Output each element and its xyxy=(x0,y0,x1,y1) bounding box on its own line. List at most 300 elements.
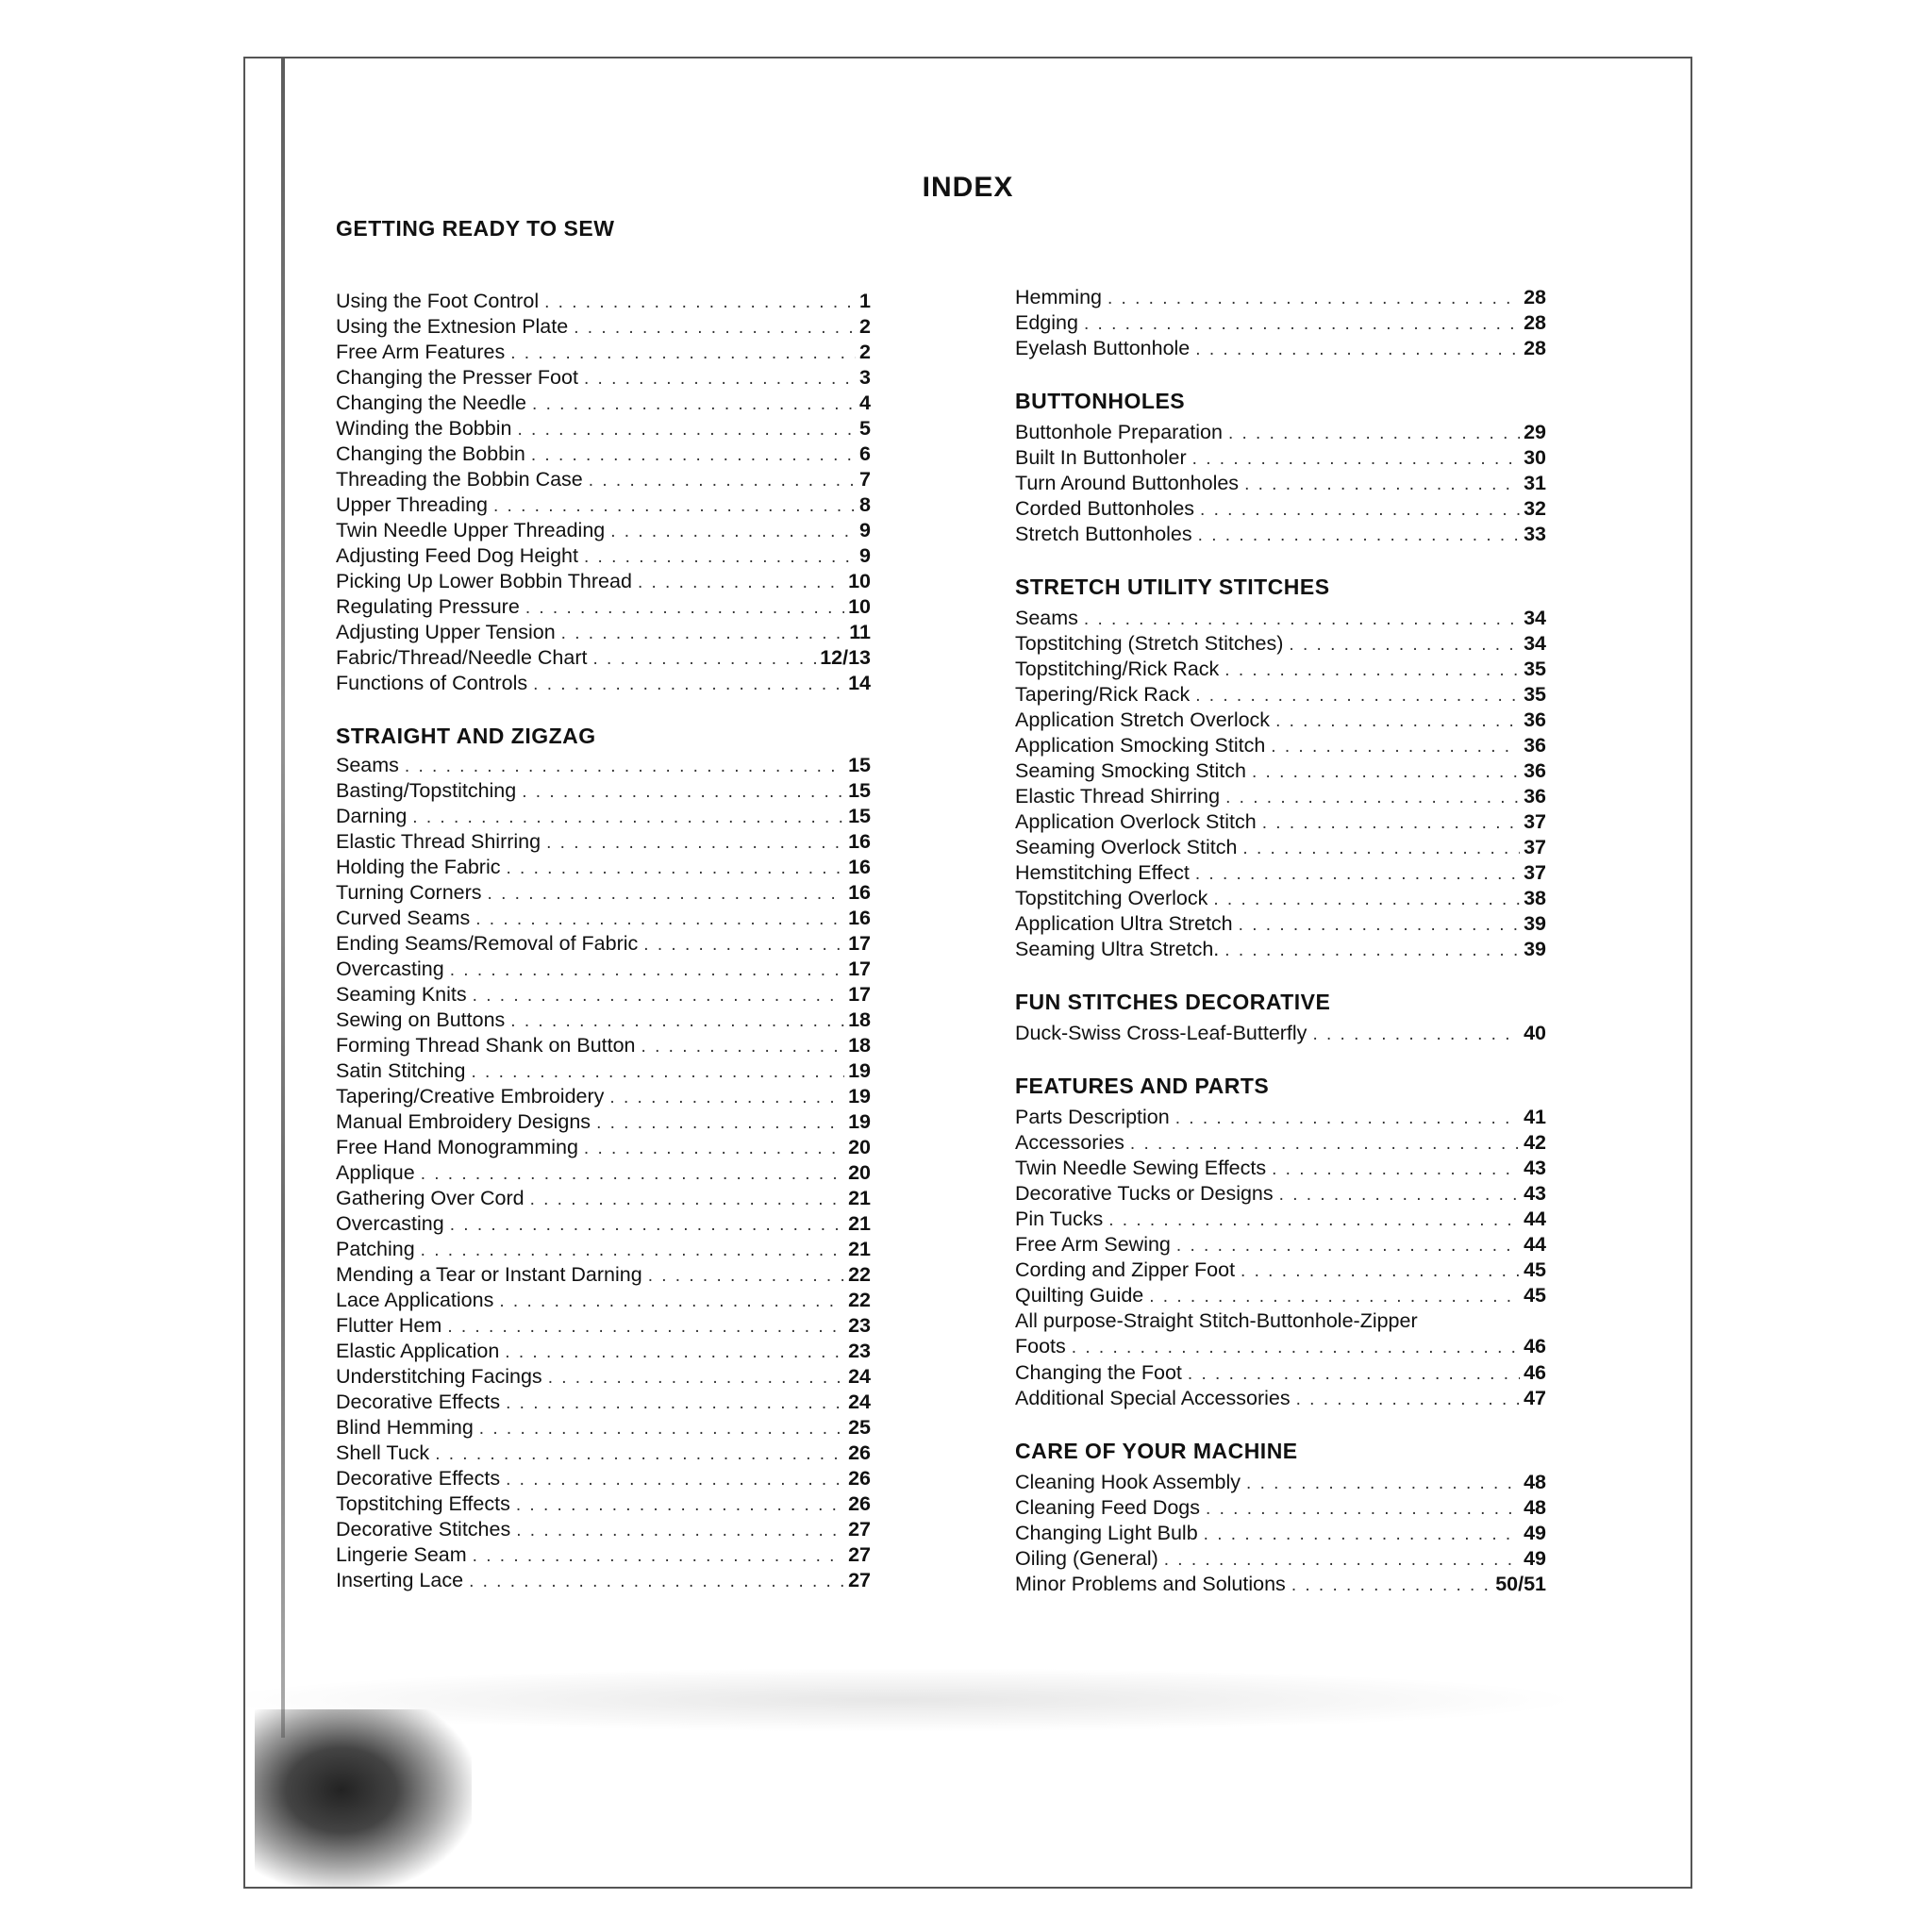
entry-title: Changing the Presser Foot xyxy=(336,366,578,389)
entry-page-number: 15 xyxy=(848,779,871,802)
dot-leader xyxy=(1291,1573,1491,1598)
entry-title: Parts Description xyxy=(1015,1106,1170,1128)
entry-page-number: 49 xyxy=(1524,1522,1546,1544)
entry-list xyxy=(1015,1021,1546,1046)
entry-list xyxy=(336,289,871,696)
entry-page-number: 19 xyxy=(848,1110,871,1133)
dot-leader xyxy=(1246,1471,1520,1496)
dot-leader xyxy=(1224,938,1520,963)
dot-leader xyxy=(1149,1284,1520,1309)
entry-page-number: 16 xyxy=(848,830,871,853)
entry-page-number: 36 xyxy=(1524,785,1546,808)
entry-title: Elastic Thread Shirring xyxy=(336,830,541,853)
scan-smudge xyxy=(255,1709,472,1889)
entry-title: Shell Tuck xyxy=(336,1441,430,1464)
entry-page-number: 17 xyxy=(848,932,871,955)
entry-title: Changing Light Bulb xyxy=(1015,1522,1198,1544)
entry-page-number: 31 xyxy=(1524,472,1546,494)
entry-title: Seams xyxy=(336,754,399,776)
index-entry xyxy=(1015,310,1546,336)
entry-page-number: 39 xyxy=(1524,912,1546,935)
entry-title: Built In Buttonholer xyxy=(1015,446,1187,469)
entry-title: Topstitching Overlock xyxy=(1015,887,1208,909)
index-entry xyxy=(336,314,871,340)
dot-leader xyxy=(471,1059,844,1085)
index-entry xyxy=(1015,911,1546,937)
entry-page-number: 19 xyxy=(848,1059,871,1082)
dot-leader xyxy=(469,1569,844,1594)
entry-page-number: 16 xyxy=(848,856,871,878)
entry-page-number: 20 xyxy=(848,1161,871,1184)
entry-title: Cleaning Feed Dogs xyxy=(1015,1496,1201,1519)
entry-page-number: 40 xyxy=(1524,1022,1546,1044)
dot-leader xyxy=(447,1314,844,1340)
entry-title: Decorative Stitches xyxy=(336,1518,511,1541)
entry-page-number: 2 xyxy=(859,315,871,338)
index-entry xyxy=(1015,336,1546,361)
index-entry xyxy=(1015,1207,1546,1232)
dot-leader xyxy=(531,442,856,468)
index-entry xyxy=(336,855,871,880)
index-entry xyxy=(336,492,871,518)
index-entry xyxy=(1015,733,1546,758)
entry-title: Gathering Over Cord xyxy=(336,1187,525,1209)
entry-page-number: 7 xyxy=(859,468,871,491)
entry-title: Changing the Foot xyxy=(1015,1361,1182,1384)
dot-leader xyxy=(506,856,844,881)
entry-page-number: 37 xyxy=(1524,810,1546,833)
entry-page-number: 46 xyxy=(1524,1361,1546,1384)
dot-leader xyxy=(1084,607,1520,632)
index-entry xyxy=(1015,835,1546,860)
entry-page-number: 8 xyxy=(859,493,871,516)
index-entry xyxy=(336,1109,871,1135)
index-entry xyxy=(336,1415,871,1441)
dot-leader xyxy=(584,366,856,391)
entry-title: Seaming Ultra Stretch. xyxy=(1015,938,1220,960)
entry-page-number: 43 xyxy=(1524,1182,1546,1205)
index-entry xyxy=(336,1390,871,1415)
section-heading: STRETCH UTILITY STITCHES xyxy=(1015,575,1330,599)
entry-title: Lace Applications xyxy=(336,1289,494,1311)
dot-leader xyxy=(561,621,846,646)
right-column xyxy=(1015,285,1546,1597)
dot-leader xyxy=(1228,421,1520,446)
index-entry xyxy=(336,543,871,569)
index-entry xyxy=(336,1058,871,1084)
index-entry xyxy=(1015,1546,1546,1572)
index-entry xyxy=(1015,657,1546,682)
dot-leader xyxy=(1213,887,1520,912)
index-entry xyxy=(336,518,871,543)
entry-page-number: 17 xyxy=(848,983,871,1006)
index-entry xyxy=(1015,682,1546,708)
dot-leader xyxy=(532,391,856,417)
dot-leader xyxy=(412,805,844,830)
dot-leader xyxy=(405,754,844,779)
index-entry xyxy=(336,620,871,645)
entry-title: Regulating Pressure xyxy=(336,595,520,618)
dot-leader xyxy=(1272,1157,1520,1182)
entry-page-number: 17 xyxy=(848,958,871,980)
dot-leader xyxy=(638,570,844,595)
index-entry xyxy=(1015,1257,1546,1283)
index-entry xyxy=(336,1211,871,1237)
dot-leader xyxy=(1275,708,1520,734)
dot-leader xyxy=(584,1136,844,1161)
entry-title: Understitching Facings xyxy=(336,1365,542,1388)
entry-page-number: 32 xyxy=(1524,497,1546,520)
entry-page-number: 2 xyxy=(859,341,871,363)
entry-title: Edging xyxy=(1015,311,1078,334)
entry-title-line1: All purpose-Straight Stitch-Buttonhole-Zipper xyxy=(1015,1309,1418,1332)
entry-page-number: 42 xyxy=(1524,1131,1546,1154)
scan-binding-edge xyxy=(281,58,285,1738)
entry-page-number: 18 xyxy=(848,1034,871,1057)
entry-title: Topstitching/Rick Rack xyxy=(1015,658,1220,680)
entry-title: Decorative Tucks or Designs xyxy=(1015,1182,1274,1205)
entry-page-number: 26 xyxy=(848,1492,871,1515)
dot-leader xyxy=(1262,810,1520,836)
entry-page-number: 26 xyxy=(848,1467,871,1490)
index-entry xyxy=(1015,886,1546,911)
entry-title: Satin Stitching xyxy=(336,1059,466,1082)
dot-leader xyxy=(1225,785,1520,810)
index-entry xyxy=(336,906,871,931)
entry-page-number: 35 xyxy=(1524,683,1546,706)
dot-leader xyxy=(592,646,816,672)
index-entry xyxy=(336,1008,871,1033)
dot-leader xyxy=(475,907,844,932)
entry-title: Patching xyxy=(336,1238,415,1260)
index-entry xyxy=(1015,1495,1546,1521)
index-entry xyxy=(336,645,871,671)
entry-title: Adjusting Feed Dog Height xyxy=(336,544,578,567)
index-entry xyxy=(336,778,871,804)
dot-leader xyxy=(1195,337,1520,362)
index-entry xyxy=(1015,1386,1546,1411)
entry-title: Topstitching (Stretch Stitches) xyxy=(1015,632,1284,655)
section-heading: FEATURES AND PARTS xyxy=(1015,1074,1270,1098)
entry-title: Hemming xyxy=(1015,286,1102,308)
index-entry xyxy=(1015,1283,1546,1308)
index-entry xyxy=(1015,1521,1546,1546)
entry-title: Seaming Overlock Stitch xyxy=(1015,836,1238,858)
entry-title: Darning xyxy=(336,805,408,827)
entry-title: Fabric/Thread/Needle Chart xyxy=(336,646,588,669)
entry-page-number: 37 xyxy=(1524,836,1546,858)
entry-title: Using the Foot Control xyxy=(336,290,540,312)
entry-page-number: 22 xyxy=(848,1289,871,1311)
dot-leader xyxy=(1072,1335,1520,1360)
entry-page-number: 23 xyxy=(848,1314,871,1337)
dot-leader xyxy=(544,290,856,315)
index-entry xyxy=(336,594,871,620)
dot-leader xyxy=(1108,1208,1520,1233)
index-entry xyxy=(1015,809,1546,835)
entry-list xyxy=(1015,1105,1546,1411)
index-entry xyxy=(336,982,871,1008)
dot-leader xyxy=(450,1212,844,1238)
dot-leader xyxy=(488,881,845,907)
index-entry xyxy=(336,1160,871,1186)
entry-page-number: 29 xyxy=(1524,421,1546,443)
entry-list xyxy=(1015,1470,1546,1597)
index-entry xyxy=(1015,708,1546,733)
entry-title: Additional Special Accessories xyxy=(1015,1387,1291,1409)
entry-page-number: 28 xyxy=(1524,311,1546,334)
entry-page-number: 24 xyxy=(848,1365,871,1388)
entry-title: Overcasting xyxy=(336,1212,444,1235)
dot-leader xyxy=(1188,1361,1520,1387)
dot-leader xyxy=(1239,912,1520,938)
index-entry xyxy=(336,753,871,778)
index-entry xyxy=(336,1084,871,1109)
index-entry xyxy=(336,1135,871,1160)
dot-leader xyxy=(609,1085,844,1110)
entry-title: Changing the Bobbin xyxy=(336,442,525,465)
index-entry xyxy=(1015,1105,1546,1130)
entry-page-number: 44 xyxy=(1524,1208,1546,1230)
entry-title: Twin Needle Sewing Effects xyxy=(1015,1157,1267,1179)
entry-list xyxy=(1015,285,1546,361)
index-entry xyxy=(336,1313,871,1339)
index-entry xyxy=(336,1466,871,1491)
dot-leader xyxy=(510,341,856,366)
entry-title: Holding the Fabric xyxy=(336,856,501,878)
index-entry xyxy=(1015,937,1546,962)
entry-title: Minor Problems and Solutions xyxy=(1015,1573,1286,1595)
index-entry xyxy=(336,1262,871,1288)
index-entry xyxy=(336,569,871,594)
entry-title: Lingerie Seam xyxy=(336,1543,467,1566)
entry-title: Seaming Knits xyxy=(336,983,467,1006)
entry-page-number: 16 xyxy=(848,907,871,929)
index-entry xyxy=(1015,860,1546,886)
entry-title: Turn Around Buttonholes xyxy=(1015,472,1240,494)
entry-list xyxy=(1015,606,1546,962)
entry-title: Winding the Bobbin xyxy=(336,417,512,440)
entry-page-number: 24 xyxy=(848,1391,871,1413)
entry-title: Free Arm Features xyxy=(336,341,506,363)
index-entry xyxy=(1015,420,1546,445)
index-entry xyxy=(336,1186,871,1211)
dot-leader xyxy=(533,672,844,697)
dot-leader xyxy=(548,1365,844,1391)
entry-title: Elastic Application xyxy=(336,1340,500,1362)
dot-leader xyxy=(479,1416,844,1441)
dot-leader xyxy=(574,315,856,341)
index-entry xyxy=(1015,285,1546,310)
entry-title: Mending a Tear or Instant Darning xyxy=(336,1263,642,1286)
entry-page-number: 21 xyxy=(848,1238,871,1260)
index-entry xyxy=(1015,1181,1546,1207)
dot-leader xyxy=(648,1263,844,1289)
index-entry xyxy=(1015,631,1546,657)
index-entry xyxy=(336,804,871,829)
entry-page-number: 26 xyxy=(848,1441,871,1464)
entry-list xyxy=(336,753,871,1593)
section-heading: CARE OF YOUR MACHINE xyxy=(1015,1439,1298,1463)
entry-page-number: 50/51 xyxy=(1495,1573,1546,1595)
dot-leader xyxy=(493,493,856,519)
index-entry xyxy=(336,829,871,855)
index-entry xyxy=(1015,758,1546,784)
dot-leader xyxy=(1206,1496,1520,1522)
index-entry xyxy=(1015,784,1546,809)
index-entry xyxy=(1015,606,1546,631)
dot-leader xyxy=(499,1289,844,1314)
dot-leader xyxy=(1164,1547,1520,1573)
entry-title: Ending Seams/Removal of Fabric xyxy=(336,932,639,955)
entry-title: Elastic Thread Shirring xyxy=(1015,785,1221,808)
dot-leader xyxy=(1176,1233,1520,1258)
entry-page-number: 46 xyxy=(1524,1335,1546,1357)
entry-title: Corded Buttonholes xyxy=(1015,497,1195,520)
entry-title: Duck-Swiss Cross-Leaf-Butterfly xyxy=(1015,1022,1307,1044)
entry-page-number: 43 xyxy=(1524,1157,1546,1179)
dot-leader xyxy=(473,983,844,1008)
entry-page-number: 49 xyxy=(1524,1547,1546,1570)
index-entry xyxy=(336,467,871,492)
index-entry xyxy=(336,1237,871,1262)
dot-leader xyxy=(1289,632,1520,658)
index-entry xyxy=(336,957,871,982)
entry-page-number: 1 xyxy=(859,290,871,312)
entry-title: Seams xyxy=(1015,607,1078,629)
index-entry xyxy=(1015,1470,1546,1495)
index-entry xyxy=(336,340,871,365)
dot-leader xyxy=(1242,836,1520,861)
entry-title: Hemstitching Effect xyxy=(1015,861,1190,884)
dot-leader xyxy=(505,1340,844,1365)
entry-page-number: 16 xyxy=(848,881,871,904)
entry-page-number: 15 xyxy=(848,805,871,827)
entry-page-number: 5 xyxy=(859,417,871,440)
entry-title: Decorative Effects xyxy=(336,1467,501,1490)
dot-leader xyxy=(1195,861,1520,887)
entry-page-number: 9 xyxy=(859,519,871,541)
entry-title: Tapering/Rick Rack xyxy=(1015,683,1191,706)
entry-title-line2 xyxy=(1015,1334,1546,1360)
entry-title: Application Ultra Stretch xyxy=(1015,912,1233,935)
entry-title: Twin Needle Upper Threading xyxy=(336,519,606,541)
entry-title: Eyelash Buttonhole xyxy=(1015,337,1191,359)
entry-page-number: 4 xyxy=(859,391,871,414)
entry-page-number: 47 xyxy=(1524,1387,1546,1409)
dot-leader xyxy=(1200,497,1520,523)
page-title: INDEX xyxy=(922,172,1014,203)
dot-leader xyxy=(1279,1182,1520,1208)
entry-page-number: 48 xyxy=(1524,1471,1546,1493)
entry-page-number: 10 xyxy=(848,570,871,592)
entry-title: Free Arm Sewing xyxy=(1015,1233,1171,1256)
index-entry xyxy=(336,1288,871,1313)
entry-page-number: 23 xyxy=(848,1340,871,1362)
entry-title: Functions of Controls xyxy=(336,672,528,694)
entry-page-number: 19 xyxy=(848,1085,871,1108)
index-entry xyxy=(336,1033,871,1058)
entry-title: Upper Threading xyxy=(336,493,488,516)
entry-title: Flutter Hem xyxy=(336,1314,442,1337)
dot-leader xyxy=(584,544,856,570)
dot-leader xyxy=(641,1034,845,1059)
entry-page-number: 48 xyxy=(1524,1496,1546,1519)
section-heading: FUN STITCHES DECORATIVE xyxy=(1015,990,1331,1014)
index-entry xyxy=(336,1568,871,1593)
dot-leader xyxy=(1175,1106,1520,1131)
dot-leader xyxy=(516,1518,844,1543)
entry-title: Topstitching Effects xyxy=(336,1492,510,1515)
entry-title: Foots xyxy=(1015,1335,1066,1357)
entry-page-number: 39 xyxy=(1524,938,1546,960)
entry-title: Decorative Effects xyxy=(336,1391,501,1413)
entry-page-number: 36 xyxy=(1524,759,1546,782)
entry-page-number: 21 xyxy=(848,1187,871,1209)
entry-title: Buttonhole Preparation xyxy=(1015,421,1223,443)
dot-leader xyxy=(506,1391,844,1416)
entry-page-number: 36 xyxy=(1524,734,1546,757)
entry-title: Pin Tucks xyxy=(1015,1208,1104,1230)
dot-leader xyxy=(643,932,844,958)
entry-title: Oiling (General) xyxy=(1015,1547,1158,1570)
dot-leader xyxy=(517,417,856,442)
entry-title: Threading the Bobbin Case xyxy=(336,468,583,491)
index-entry xyxy=(1015,1021,1546,1046)
dot-leader xyxy=(1296,1387,1520,1412)
entry-page-number: 15 xyxy=(848,754,871,776)
entry-title: Blind Hemming xyxy=(336,1416,474,1439)
entry-page-number: 27 xyxy=(848,1543,871,1566)
dot-leader xyxy=(516,1492,844,1518)
entry-title: Seaming Smocking Stitch xyxy=(1015,759,1246,782)
dot-leader xyxy=(421,1238,844,1263)
dot-leader xyxy=(522,779,844,805)
entry-page-number: 41 xyxy=(1524,1106,1546,1128)
section-heading: BUTTONHOLES xyxy=(1015,389,1186,413)
entry-page-number: 33 xyxy=(1524,523,1546,545)
index-entry xyxy=(336,880,871,906)
index-entry-wrapped xyxy=(1015,1308,1546,1360)
dot-leader xyxy=(1198,523,1520,548)
entry-title: Applique xyxy=(336,1161,415,1184)
dot-leader xyxy=(530,1187,845,1212)
entry-title: Turning Corners xyxy=(336,881,482,904)
entry-title: Application Overlock Stitch xyxy=(1015,810,1257,833)
dot-leader xyxy=(546,830,844,856)
dot-leader xyxy=(1241,1258,1520,1284)
dot-leader xyxy=(1130,1131,1520,1157)
entry-page-number: 25 xyxy=(848,1416,871,1439)
index-entry xyxy=(336,931,871,957)
index-entry xyxy=(336,441,871,467)
entry-page-number: 30 xyxy=(1524,446,1546,469)
dot-leader xyxy=(510,1008,844,1034)
entry-page-number: 36 xyxy=(1524,708,1546,731)
entry-title: Free Hand Monogramming xyxy=(336,1136,578,1158)
dot-leader xyxy=(610,519,856,544)
entry-title: Using the Extnesion Plate xyxy=(336,315,569,338)
entry-page-number: 28 xyxy=(1524,337,1546,359)
entry-title: Picking Up Lower Bobbin Thread xyxy=(336,570,632,592)
entry-page-number: 28 xyxy=(1524,286,1546,308)
entry-page-number: 18 xyxy=(848,1008,871,1031)
entry-title: Stretch Buttonholes xyxy=(1015,523,1192,545)
entry-title: Inserting Lace xyxy=(336,1569,464,1591)
index-entry xyxy=(336,365,871,391)
entry-title: Adjusting Upper Tension xyxy=(336,621,556,643)
index-entry xyxy=(336,1339,871,1364)
